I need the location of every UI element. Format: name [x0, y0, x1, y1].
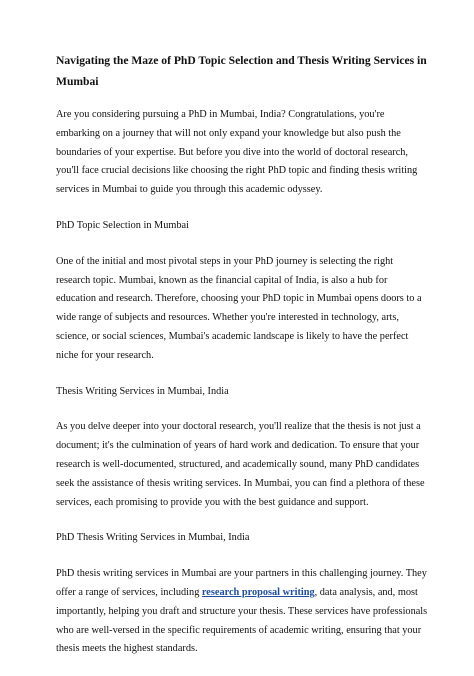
section-heading-thesis-services: Thesis Writing Services in Mumbai, India [56, 385, 229, 397]
intro-paragraph: Are you considering pursuing a PhD in Mumbai, India? Congratulations, you're embarking on a journey that will not only expand your knowledge but also push the boundaries of your expertise. But before you dive into the world of doctoral research, you'll face crucial decisions like choosing the right PhD topic and finding thesis writing services in Mumbai to guide you through this academic odyssey. [56, 109, 418, 196]
thesis-services-paragraph: As you delve deeper into your doctoral research, you'll realize that the thesis is not just a document; it's the culmination of years of hard work and dedication. To ensure that your research is well-documented, structured, and academically sound, many PhD candidates seek the assistance of thesis writing services. In Mumbai, you can find a plethora of these services, each promising to provide you with the best guidance and support. [56, 421, 425, 508]
document-page [56, 50, 428, 676]
topic-selection-paragraph: One of the initial and most pivotal steps in your PhD journey is selecting the right research topic. Mumbai, known as the financial capital of India, is also a hub for education and research. Therefore, choosing your PhD topic in Mumbai opens doors to a wide range of subjects and resources. Whether you're interested in technology, arts, science, or social sciences, Mumbai's academic landscape is likely to have the perfect niche for your research. [56, 255, 422, 361]
section-heading-phd-thesis-services: PhD Thesis Writing Services in Mumbai, India [56, 532, 250, 544]
paragraph-text-before-link: PhD thesis writing services in Mumbai are your partners in this challenging journey. They offer a range of services, including [56, 568, 427, 598]
phd-thesis-services-paragraph [56, 565, 428, 659]
section-heading-topic-selection: PhD Topic Selection in Mumbai [56, 219, 189, 231]
document-title: Navigating the Maze of PhD Topic Selection and Thesis Writing Services in Mumbai [56, 54, 427, 88]
research-proposal-writing-link[interactable]: research proposal writing [201, 586, 315, 598]
paragraph-text-after-link: , data analysis, and, most importantly, helping you draft and structure your thesis. These services have professionals who are well-versed in the specific requirements of academic writing, ensuring that your thesis meets the highest standards. [56, 586, 428, 655]
